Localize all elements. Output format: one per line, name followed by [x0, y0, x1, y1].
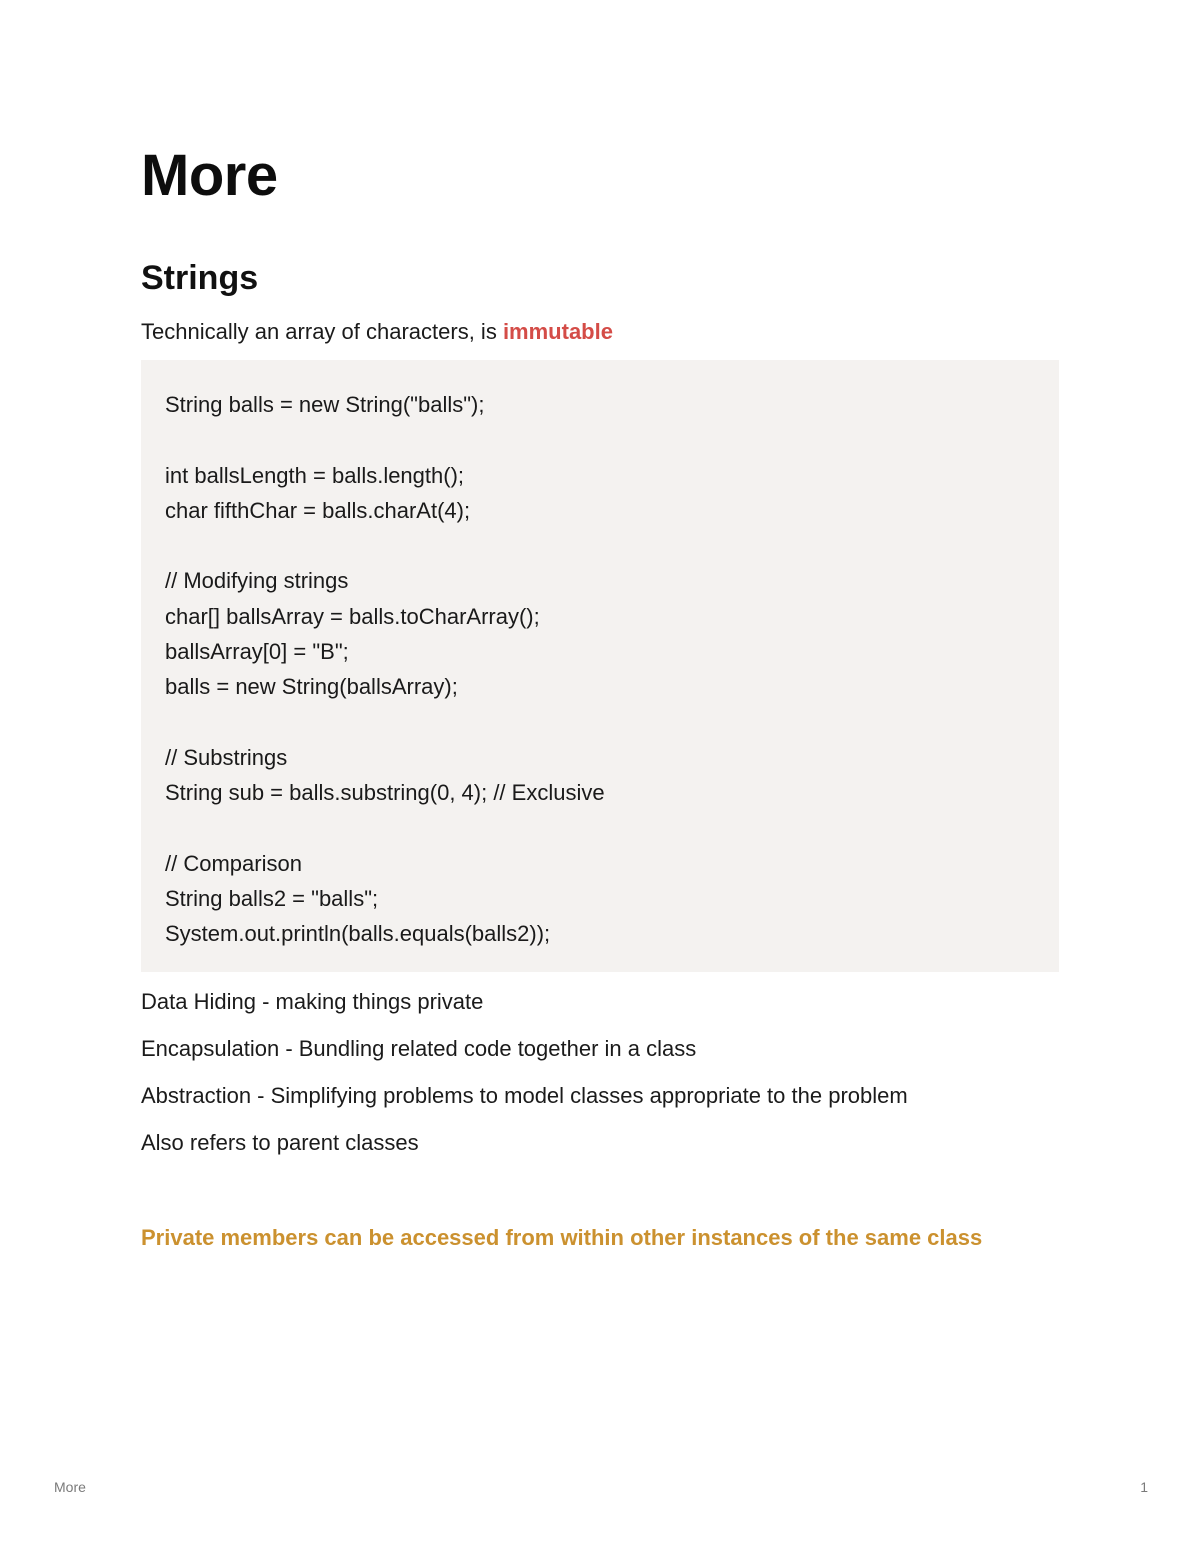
code-line: // Modifying strings [165, 568, 349, 594]
definition-parent-classes: Also refers to parent classes [141, 1130, 419, 1155]
code-line: ballsArray[0] = "B"; [165, 639, 349, 665]
definition-abstraction: Abstraction - Simplifying problems to model classes appropriate to the problem [141, 1083, 908, 1108]
code-line: int ballsLength = balls.length(); [165, 462, 465, 488]
description-text: Technically an array of characters, is [141, 319, 503, 344]
code-line: System.out.println(balls.equals(balls2)); [165, 921, 551, 947]
strings-description [141, 316, 613, 348]
footer-page-number: 1 [1140, 1479, 1148, 1495]
code-line: balls = new String(ballsArray); [165, 674, 458, 700]
code-line [165, 705, 1035, 740]
code-line [165, 811, 1035, 846]
code-line: // Substrings [165, 744, 288, 770]
code-block [141, 360, 1059, 972]
private-members-callout: Private members can be accessed from within other instances of the same class [141, 1225, 983, 1250]
code-line: // Comparison [165, 850, 302, 876]
definitions-list [141, 986, 1071, 1174]
code-line [165, 422, 1035, 457]
definition-data-hiding: Data Hiding - making things private [141, 989, 484, 1014]
code-line [165, 528, 1035, 563]
code-line: char[] ballsArray = balls.toCharArray(); [165, 603, 540, 629]
code-line: char fifthChar = balls.charAt(4); [165, 497, 471, 523]
code-line: String balls2 = "balls"; [165, 886, 379, 912]
page-title: More [141, 143, 278, 208]
definition-encapsulation: Encapsulation - Bundling related code together in a class [141, 1036, 697, 1061]
immutable-highlight: immutable [502, 319, 613, 344]
section-heading-strings: Strings [141, 259, 259, 297]
code-line: String sub = balls.substring(0, 4); // Exclusive [165, 780, 605, 806]
footer-document-title: More [54, 1479, 86, 1495]
code-line: String balls = new String("balls"); [165, 392, 485, 417]
